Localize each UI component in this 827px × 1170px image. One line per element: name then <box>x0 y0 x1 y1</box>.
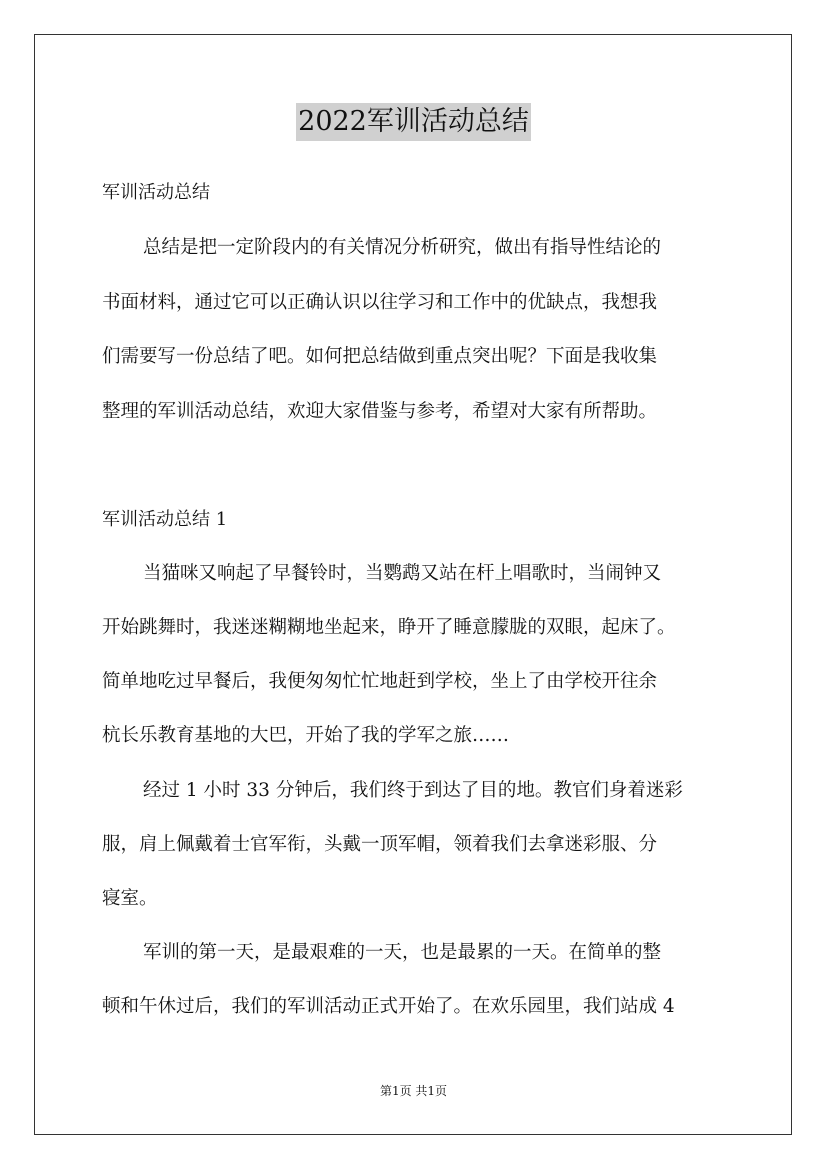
intro-line: 总结是把一定阶段内的有关情况分析研究，做出有指导性结论的 <box>143 237 662 258</box>
document-title: 2022军训活动总结 <box>296 103 531 141</box>
section-heading: 军训活动总结 <box>102 182 210 203</box>
page-footer: 第1页 共1页 <box>379 1084 448 1098</box>
paragraph-line: 简单地吃过早餐后，我便匆匆忙忙地赶到学校，坐上了由学校开往余 <box>102 671 658 692</box>
paragraph-line: 服，肩上佩戴着士官军衔，头戴一顶军帽，领着我们去拿迷彩服、分 <box>102 834 658 855</box>
paragraph-line: 杭长乐教育基地的大巴，开始了我的学军之旅…… <box>102 725 510 746</box>
paragraph-line: 顿和午休过后，我们的军训活动正式开始了。在欢乐园里，我们站成 4 <box>102 996 675 1017</box>
paragraph-line: 开始跳舞时，我迷迷糊糊地坐起来，睁开了睡意朦胧的双眼，起床了。 <box>102 617 676 638</box>
title-container <box>0 103 827 141</box>
section-heading: 军训活动总结 1 <box>102 509 228 530</box>
intro-line: 书面材料，通过它可以正确认识以往学习和工作中的优缺点，我想我 <box>102 292 658 313</box>
intro-line: 整理的军训活动总结，欢迎大家借鉴与参考，希望对大家有所帮助。 <box>102 401 658 422</box>
intro-line: 们需要写一份总结了吧。如何把总结做到重点突出呢？下面是我收集 <box>102 346 658 367</box>
paragraph-line: 寝室。 <box>102 888 158 909</box>
paragraph-line: 经过 1 小时 33 分钟后，我们终于到达了目的地。教官们身着迷彩 <box>143 780 683 801</box>
paragraph-line: 军训的第一天，是最艰难的一天，也是最累的一天。在简单的整 <box>143 942 662 963</box>
paragraph-line: 当猫咪又响起了早餐铃时，当鹦鹉又站在杆上唱歌时，当闹钟又 <box>143 563 662 584</box>
